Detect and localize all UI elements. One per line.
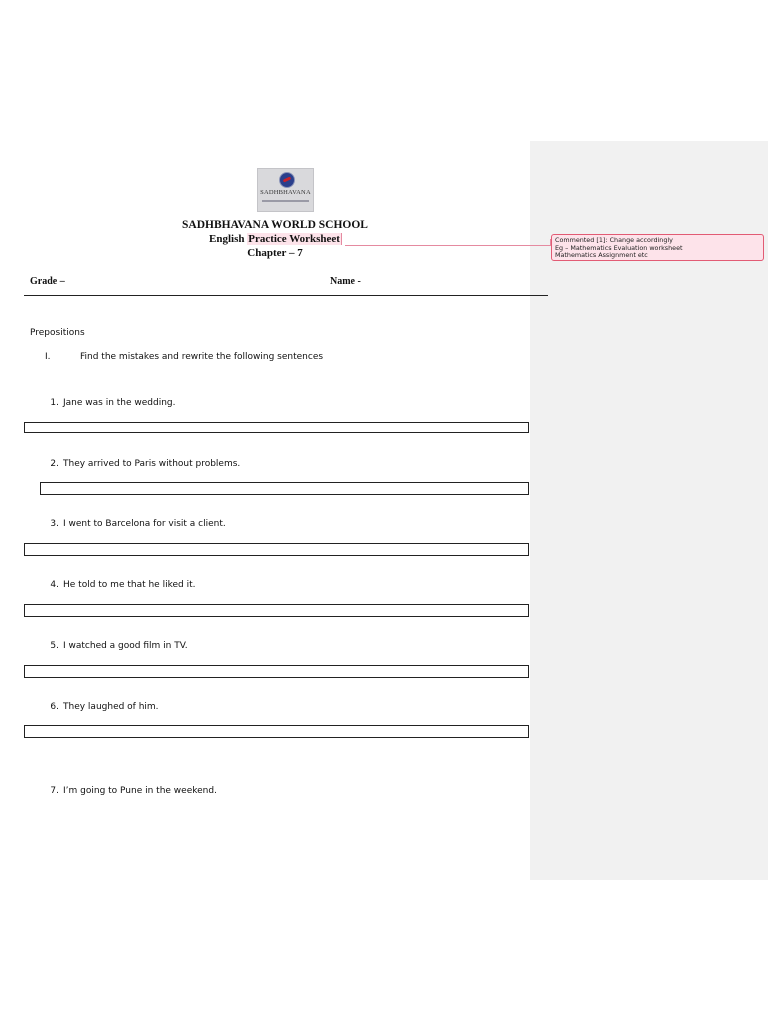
answer-box[interactable]: [40, 482, 529, 495]
worksheet-title: [209, 233, 342, 245]
question-text: They laughed of him.: [63, 702, 159, 712]
commented-text-highlight[interactable]: Practice Worksheet: [248, 233, 340, 245]
comment-text-3: Mathematics Assignment etc: [555, 251, 648, 260]
comment-label: Commented [1]:: [555, 236, 608, 244]
section-instruction: Find the mistakes and rewrite the following sentences: [80, 352, 324, 362]
question-number: 4.: [50, 580, 59, 590]
question-text: I watched a good film in TV.: [63, 641, 188, 651]
grade-field-label: Grade –: [30, 276, 65, 287]
answer-box[interactable]: [24, 422, 529, 433]
header-divider: [24, 295, 548, 296]
comment-text-2: Eg – Mathematics Evaluation worksheet: [555, 243, 683, 252]
school-name: SADHBHAVANA WORLD SCHOOL: [182, 219, 368, 231]
comment-balloon[interactable]: [551, 234, 764, 261]
question-number: 5.: [50, 641, 59, 651]
comment-anchor-line: [345, 245, 552, 246]
question-text: I’m going to Pune in the weekend.: [63, 786, 217, 796]
section-numeral: I.: [45, 352, 51, 362]
question-number: 3.: [50, 519, 59, 529]
answer-box[interactable]: [24, 725, 529, 738]
logo-tagline-line: [262, 200, 309, 202]
question-text: He told to me that he liked it.: [63, 580, 196, 590]
question-text: Jane was in the wedding.: [63, 398, 176, 408]
question-text: They arrived to Paris without problems.: [63, 459, 241, 469]
answer-box[interactable]: [24, 604, 529, 617]
name-field-label: Name -: [330, 276, 361, 287]
question-number: 2.: [50, 459, 59, 469]
logo-emblem-icon: [279, 172, 295, 188]
question-text: I went to Barcelona for visit a client.: [63, 519, 226, 529]
topic-heading: Prepositions: [30, 328, 85, 338]
comment-text-1: Change accordingly: [609, 236, 673, 244]
logo-text: SADHBHAVANA: [260, 189, 311, 196]
question-number: 1.: [50, 398, 59, 408]
question-number: 6.: [50, 702, 59, 712]
answer-box[interactable]: [24, 543, 529, 556]
question-number: 7.: [50, 786, 59, 796]
school-logo: [257, 168, 314, 212]
subject-label: English: [209, 233, 245, 245]
chapter-label: Chapter – 7: [247, 247, 303, 259]
answer-box[interactable]: [24, 665, 529, 678]
